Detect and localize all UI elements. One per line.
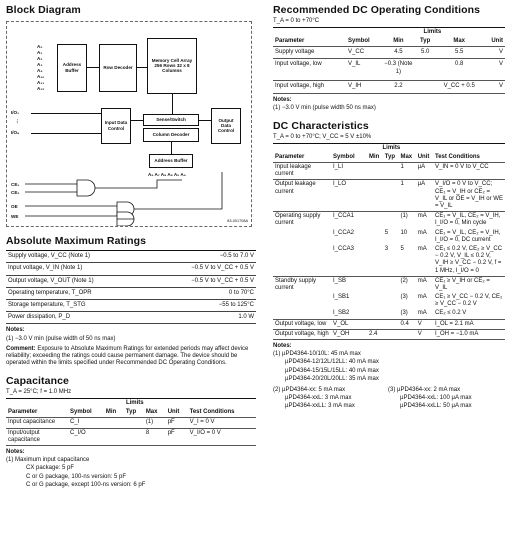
- cell-max: 0.4: [398, 319, 415, 329]
- table-row: [6, 263, 256, 275]
- cell-min: 2.4: [367, 329, 383, 339]
- cell-typ: [383, 329, 399, 339]
- cell-unit: mA: [417, 213, 427, 220]
- cell-max: (2): [400, 277, 408, 284]
- table-row: [6, 275, 256, 287]
- cell-min: [367, 319, 383, 329]
- cell-param: Input/output capacitance: [6, 428, 68, 445]
- cell-symbol: I_SB1: [333, 294, 350, 301]
- col-header: Symbol: [68, 408, 104, 418]
- address-pin: A₁: [37, 49, 43, 55]
- memory-cell-array-block: Memory Cell Array 256 Rows 32 x 8 Columns: [147, 38, 197, 94]
- cell-cond: CE₂ ≤ 0.2 V: [433, 309, 505, 319]
- cell-symbol: I_SB: [333, 277, 347, 284]
- connector-line: [31, 133, 101, 134]
- col-header: Symbol: [331, 153, 367, 163]
- block-diagram: [6, 21, 252, 227]
- col-header: Max: [144, 408, 166, 418]
- cell-unit: V: [416, 319, 433, 329]
- cell-max: (3): [398, 309, 415, 319]
- cell-param: Input leakage current: [273, 163, 331, 180]
- cell-symbol: I_LO: [331, 180, 367, 212]
- col-header: Test Conditions: [188, 408, 256, 418]
- table-row: [273, 81, 505, 93]
- col-header: Parameter: [273, 153, 331, 163]
- cap-note-1: (1) Maximum input capacitance: [6, 457, 90, 464]
- cell-cond: CE₁ = V_IL, CE₂ = V_IH, I_I/O = 0, DC current: [435, 229, 501, 243]
- capacitance-title: Capacitance: [6, 375, 69, 388]
- cell-min: 2.2: [381, 81, 415, 93]
- abs-value: 0 to 70°C: [149, 287, 256, 299]
- cell-max: 8: [144, 428, 166, 445]
- cell-min: [367, 293, 383, 309]
- table-row: [273, 319, 505, 329]
- table-row: [6, 312, 256, 324]
- cell-typ: [415, 59, 435, 81]
- io-pin: I/O₁: [11, 109, 20, 115]
- abs-value: 1.0 W: [149, 312, 256, 324]
- cell-unit: mA: [416, 309, 433, 319]
- cell-max: 1: [398, 180, 415, 212]
- sense-switch-block: Sense/Switch: [143, 114, 199, 126]
- abs-label: Input voltage, V_IN (Note 1): [6, 263, 149, 275]
- cell-param: Output voltage, high: [273, 329, 331, 339]
- dc-notes-heading: Notes:: [273, 343, 292, 349]
- cell-unit: V: [416, 329, 433, 339]
- col-header: Symbol: [346, 37, 381, 47]
- abs-max-table: [6, 251, 256, 324]
- cell-unit: mA: [417, 229, 427, 236]
- abs-value: −55 to 125°C: [149, 299, 256, 311]
- block-diagram-title: Block Diagram: [6, 4, 81, 16]
- cell-min: −0.3 (Note 1): [381, 59, 415, 81]
- cell-symbol: V_CC: [346, 47, 381, 59]
- col-header: Typ: [383, 153, 399, 163]
- abs-comment: [6, 346, 256, 368]
- column-decoder-block: Column Decoder: [143, 128, 199, 142]
- table-row: [6, 418, 256, 428]
- cell-max: [398, 329, 415, 339]
- cell-max: (1): [400, 213, 408, 220]
- cell-symbol: I_CCA3: [331, 245, 367, 276]
- cell-max: 10: [400, 229, 408, 236]
- io-pin: I/O₈: [11, 129, 20, 135]
- connector-line: [87, 67, 99, 68]
- cell-min: [367, 163, 383, 180]
- address-pin: A₁₁: [37, 79, 45, 85]
- abs-label: Supply voltage, V_CC (Note 1): [6, 251, 149, 263]
- cell-unit: pF: [166, 428, 188, 445]
- cell-typ: [383, 163, 399, 180]
- address-pin: A₁₀: [37, 73, 45, 79]
- col-header: Min: [367, 153, 383, 163]
- cell-cond: CE₁ = V_IL, CE₂ = V_IH, I_I/O = 0, Min cycle: [435, 213, 501, 227]
- col-header: Max: [398, 153, 415, 163]
- col-header: Typ: [124, 408, 144, 418]
- cap-notes-heading: Notes:: [6, 448, 25, 455]
- table-row: [6, 299, 256, 311]
- rec-note-1: (1) −3.0 V min (pulse width 50 ns max): [273, 104, 376, 111]
- connector-line: [171, 142, 172, 154]
- left-column: [6, 4, 256, 489]
- cell-typ: [415, 81, 435, 93]
- table-row: [273, 212, 505, 229]
- cell-cond: CE₁ ≤ 0.2 V, CE₂ ≥ V_CC − 0.2 V, V_IL ≤ 0.2 V, V_IH ≥ V_CC − 0.2 V, f = 1 MHz, I_I/O = 0: [433, 245, 505, 276]
- cell-unit: mA: [417, 277, 427, 284]
- capacitance-table: [6, 399, 256, 446]
- cell-param: Operating supply current: [275, 213, 321, 227]
- abs-label: Power dissipation, P_D: [6, 312, 149, 324]
- table-row: [273, 59, 505, 81]
- cell-typ: [124, 428, 144, 445]
- cell-min: [367, 180, 383, 212]
- col-header: Max: [435, 37, 483, 47]
- right-column: [273, 4, 505, 411]
- cell-min: [367, 229, 383, 245]
- cell-typ: 5: [384, 229, 389, 236]
- dc-notes-2-3: [273, 386, 505, 411]
- table-row: [273, 276, 505, 293]
- cell-typ: [383, 276, 399, 293]
- cell-symbol: C_I/O: [68, 428, 104, 445]
- cap-note-line: C or G package, except 100-ns version: 6 pF: [26, 481, 146, 488]
- table-row: [273, 163, 505, 180]
- abs-note-1: (1) −3.0 V min (pulse width of 50 ns max): [6, 335, 116, 342]
- connector-line: [131, 120, 143, 121]
- address-buffer-block: Address Buffer: [57, 44, 87, 92]
- rec-dc-title: Recommended DC Operating Conditions: [273, 4, 481, 16]
- cell-max: 5.5: [435, 47, 483, 59]
- cell-max: (3): [400, 294, 408, 301]
- cell-min: [367, 309, 383, 319]
- col-header: Parameter: [273, 37, 346, 47]
- cell-cond: V_I = 0 V: [188, 418, 256, 428]
- cell-unit: V: [483, 81, 505, 93]
- we-pin: WE: [11, 213, 19, 219]
- comment-text: Exposure to Absolute Maximum Ratings for extended periods may affect device reliability; exceeding the ratings could cause permanent damage. The device should be operated within the limits specified under Recommended DC Operating Conditions.: [6, 345, 249, 367]
- table-row: [273, 329, 505, 339]
- table-row: [273, 245, 505, 276]
- cell-max: 0.8: [435, 59, 483, 81]
- col-header: Min: [104, 408, 124, 418]
- cell-typ: [383, 212, 399, 229]
- col-header: Parameter: [6, 408, 68, 418]
- cell-typ: [383, 180, 399, 212]
- table-row: [273, 47, 505, 59]
- col-header: Unit: [166, 408, 188, 418]
- oe-pin: OE: [11, 203, 18, 209]
- cell-min: [367, 212, 383, 229]
- dc-note-3-line: µPD4364-xxL: 100 µA max: [400, 395, 472, 402]
- cell-unit: mA: [416, 245, 433, 276]
- dc-note-3-line: (3) µPD4364-xx: 2 mA max: [388, 386, 461, 393]
- cell-min: [367, 245, 383, 276]
- dc-note-2: [273, 386, 388, 411]
- col-header: Min: [381, 37, 415, 47]
- dc-note-2-line: (2) µPD4364-xx: 5 mA max: [273, 386, 346, 393]
- address-pin: A₂: [37, 55, 43, 61]
- rec-dc-table: [273, 28, 505, 94]
- cell-param: Output leakage current: [273, 180, 331, 212]
- connector-line: [31, 113, 101, 114]
- cell-symbol: I_CCA1: [333, 213, 355, 220]
- cell-min: [367, 276, 383, 293]
- rec-dc-conditions: T_A = 0 to +70°C: [273, 17, 320, 24]
- ellipsis-icon: ⋮: [15, 118, 20, 124]
- dc-note-1-line: µPD4364-12/12L/12LL: 40 mA max: [285, 359, 379, 366]
- dc-note-2-line: µPD4364-xxL: 3 mA max: [285, 395, 352, 402]
- address-pin: A₃: [37, 61, 43, 67]
- cell-unit: pF: [166, 418, 188, 428]
- cell-symbol: V_IL: [346, 59, 381, 81]
- abs-notes-heading: Notes:: [6, 327, 25, 334]
- cell-param: [273, 229, 331, 245]
- cell-unit: mA: [417, 294, 427, 301]
- cell-min: [104, 418, 124, 428]
- cell-param: Input voltage, low: [273, 59, 346, 81]
- col-header: Unit: [483, 37, 505, 47]
- table-row: [6, 251, 256, 263]
- cell-param: Input capacitance: [6, 418, 68, 428]
- abs-max-title: Absolute Maximum Ratings: [6, 234, 147, 247]
- col-header: Test Conditions: [433, 153, 505, 163]
- dc-note-1-line: µPD4364-20/20L/20LL: 35 mA max: [285, 375, 379, 382]
- table-row: [6, 287, 256, 299]
- cell-param: [273, 309, 331, 319]
- cell-symbol: I_SB2: [331, 309, 367, 319]
- cell-param: [273, 293, 331, 309]
- connector-line: [199, 120, 211, 121]
- cell-min: [104, 428, 124, 445]
- capacitance-conditions: T_A = 25°C; f = 1.0 MHz: [6, 388, 72, 395]
- address-pin: A₁₂: [37, 85, 45, 91]
- cell-typ: 5.0: [415, 47, 435, 59]
- address-pin: A₄: [37, 67, 43, 73]
- input-data-control-block: Input Data Control: [101, 108, 131, 144]
- col-header: Unit: [416, 153, 433, 163]
- cell-max: V_CC + 0.5: [435, 81, 483, 93]
- cell-cond: I_OL = 2.1 mA: [433, 319, 505, 329]
- cell-param: Output voltage, low: [273, 319, 331, 329]
- cell-symbol: I_CCA2: [333, 229, 355, 236]
- cell-min: 4.5: [381, 47, 415, 59]
- cell-unit: µA: [416, 180, 433, 212]
- cell-param: Standby supply current: [275, 277, 317, 291]
- cell-cond: CE₁ ≥ V_CC − 0.2 V, CE₂ ≥ V_CC − 0.2 V: [435, 294, 503, 308]
- comment-label: Comment:: [6, 345, 36, 352]
- table-row: [273, 293, 505, 309]
- limits-header: Limits: [382, 144, 401, 151]
- cell-symbol: I_LI: [331, 163, 367, 180]
- row-decoder-block: Row Decoder: [99, 44, 137, 92]
- cap-note-line: C or G package, 100-ns version: 5 pF: [26, 473, 127, 480]
- cell-symbol: V_IH: [346, 81, 381, 93]
- connector-line: [137, 67, 147, 68]
- cell-typ: [383, 293, 399, 309]
- cell-param: Input voltage, high: [273, 81, 346, 93]
- abs-value: −0.5 V to V_CC + 0.5 V: [149, 275, 256, 287]
- abs-label: Storage temperature, T_STG: [6, 299, 149, 311]
- table-row: [273, 309, 505, 319]
- col-header: Typ: [415, 37, 435, 47]
- dc-char-title: DC Characteristics: [273, 119, 369, 132]
- cell-cond: V_I/O = 0 V: [188, 428, 256, 445]
- cell-typ: [383, 309, 399, 319]
- abs-label: Output voltage, V_OUT (Note 1): [6, 275, 149, 287]
- cell-cond: V_IN = 0 V to V_CC: [433, 163, 505, 180]
- output-data-control-block: Output Data Control: [211, 108, 241, 144]
- abs-value: −0.5 to 7.0 V: [149, 251, 256, 263]
- cell-unit: V: [483, 47, 505, 59]
- dc-note-3: [388, 386, 503, 411]
- ce1-pin: CE₁: [11, 181, 20, 187]
- limits-header: Limits: [423, 28, 442, 35]
- ce2-pin: CE₂: [11, 189, 20, 195]
- dc-char-table: [273, 144, 505, 340]
- logic-gates: [7, 172, 253, 226]
- dc-char-conditions: T_A = 0 to +70°C; V_CC = 5 V ±10%: [273, 133, 372, 140]
- cell-max: (1): [144, 418, 166, 428]
- cell-typ: [383, 319, 399, 329]
- rec-notes-heading: Notes:: [273, 96, 292, 103]
- abs-value: −0.5 V to V_CC + 0.5 V: [149, 263, 256, 275]
- limits-header: Limits: [125, 400, 144, 407]
- cell-symbol: V_OH: [331, 329, 367, 339]
- cell-param: Supply voltage: [273, 47, 346, 59]
- abs-label: Operating temperature, T_OPR: [6, 287, 149, 299]
- dc-note-3-line: µPD4364-xxLL: 50 µA max: [400, 403, 472, 410]
- connector-line: [172, 94, 173, 114]
- cell-symbol: V_OL: [331, 319, 367, 329]
- cell-max: 1: [398, 163, 415, 180]
- cell-cond: CE₁ ≥ V_IH or CE₂ = V_IL: [435, 277, 490, 291]
- address-buffer-2-block: Address Buffer: [149, 154, 193, 168]
- table-row: [273, 229, 505, 245]
- column-address-pins: A₆ A₇ A₈ A₉ A₅ A₄: [148, 171, 186, 177]
- cell-cond: I_OH = −1.0 mA: [433, 329, 505, 339]
- cell-unit: µA: [416, 163, 433, 180]
- dc-note-1-line: µPD4364-15/15L/15LL: 40 mA max: [285, 367, 379, 374]
- cell-param: [273, 245, 331, 276]
- dc-note-2-line: µPD4364-xxLL: 3 mA max: [285, 403, 355, 410]
- cell-symbol: C_I: [68, 418, 104, 428]
- cell-unit: V: [483, 59, 505, 81]
- address-pin: A₀: [37, 43, 43, 49]
- table-row: [6, 428, 256, 445]
- cell-typ: [124, 418, 144, 428]
- cell-max: 5: [398, 245, 415, 276]
- cap-note-line: CX package: 5 pF: [26, 465, 75, 472]
- drawing-number: 83-001708A: [227, 219, 248, 224]
- cell-cond: V_I/O = 0 V to V_CC; CE₁ = V_IH or CE₂ = V_IL or OE = V_IH or WE = V_IL: [433, 180, 505, 212]
- table-row: [273, 180, 505, 212]
- dc-note-1: (1) µPD4364-10/10L: 45 mA max: [273, 351, 361, 358]
- cell-typ: 3: [383, 245, 399, 276]
